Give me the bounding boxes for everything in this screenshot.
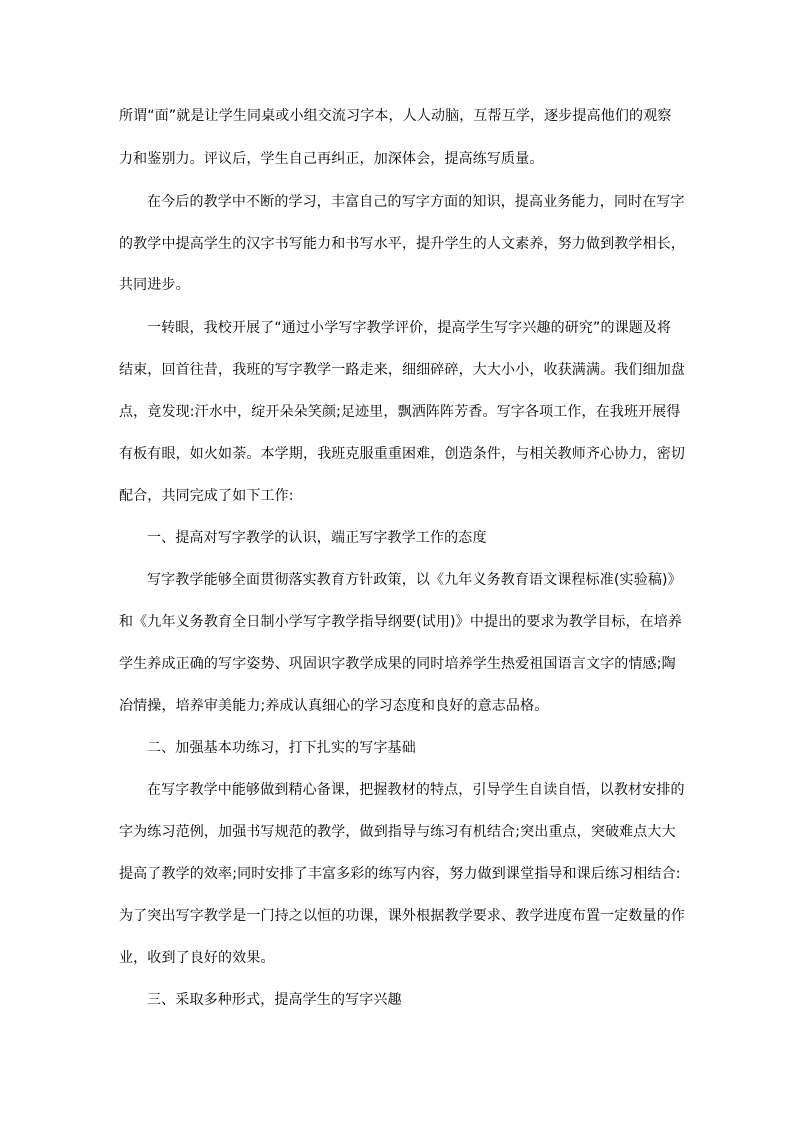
paragraph-line: 和《九年义务教育全日制小学写字教学指导纲要(试用)》中提出的要求为教学目标，在培养 <box>119 614 683 630</box>
paragraph-line: 的教学中提高学生的汉字书写能力和书写水平，提升学生的人文素养，努力做到教学相长， <box>119 236 685 252</box>
paragraph-line: 业，收到了良好的效果。 <box>119 950 275 966</box>
paragraph-line: 共同进步。 <box>119 277 190 293</box>
paragraph-line: 配合，共同完成了如下工作: <box>119 488 294 504</box>
paragraph-line: 为了突出写字教学是一门持之以恒的功课，课外根据教学要求、教学进度布置一定数量的作 <box>119 908 685 924</box>
paragraph-line: 力和鉴别力。评议后，学生自己再纠正，加深体会，提高练写质量。 <box>119 151 544 167</box>
paragraph-line: 字为练习范例，加强书写规范的教学，做到指导与练习有机结合;突出重点，突破难点大大 <box>119 824 676 840</box>
paragraph-line: 结束，回首往昔，我班的写字教学一路走来，细细碎碎，大大小小，收获满满。我们细加盘 <box>119 362 685 378</box>
paragraph-line: 点，竟发现:汗水中，绽开朵朵笑颜;足迹里，飘洒阵阵芳香。写字各项工作，在我班开展得 <box>119 404 681 420</box>
paragraph-line: 写字教学能够全面贯彻落实教育方针政策，以《九年义务教育语文课程标准(实验稿)》 <box>147 572 682 588</box>
paragraph-line: 在写字教学中能够做到精心备课，把握教材的特点，引导学生自读自悟，以教材安排的 <box>147 782 685 798</box>
section-heading: 二、加强基本功练习，打下扎实的写字基础 <box>147 740 416 756</box>
paragraph-line: 有板有眼，如火如荼。本学期，我班克服重重困难，创造条件，与相关教师齐心协力，密切 <box>119 446 685 462</box>
paragraph-line: 一转眼，我校开展了“通过小学写字教学评价，提高学生写字兴趣的研究”的课题及将 <box>147 320 672 336</box>
paragraph-line: 学生养成正确的写字姿势、巩固识字教学成果的同时培养学生热爱祖国语言文字的情感;陶 <box>119 656 676 672</box>
section-heading: 一、提高对写字教学的认识，端正写字教学工作的态度 <box>147 530 487 546</box>
paragraph-line: 冶情操，培养审美能力;养成认真细心的学习态度和良好的意志品格。 <box>119 698 549 714</box>
paragraph-line: 提高了教学的效率;同时安排了丰富多彩的练写内容，努力做到课堂指导和课后练习相结合: <box>119 866 681 882</box>
section-heading: 三、采取多种形式，提高学生的写字兴趣 <box>147 992 402 1008</box>
paragraph-line: 在今后的教学中不断的学习，丰富自己的写字方面的知识，提高业务能力，同时在写字 <box>147 194 685 210</box>
paragraph-line: 所谓“面”就是让学生同桌或小组交流习字本，人人动脑，互帮互学，逐步提高他们的观察 <box>119 108 672 124</box>
